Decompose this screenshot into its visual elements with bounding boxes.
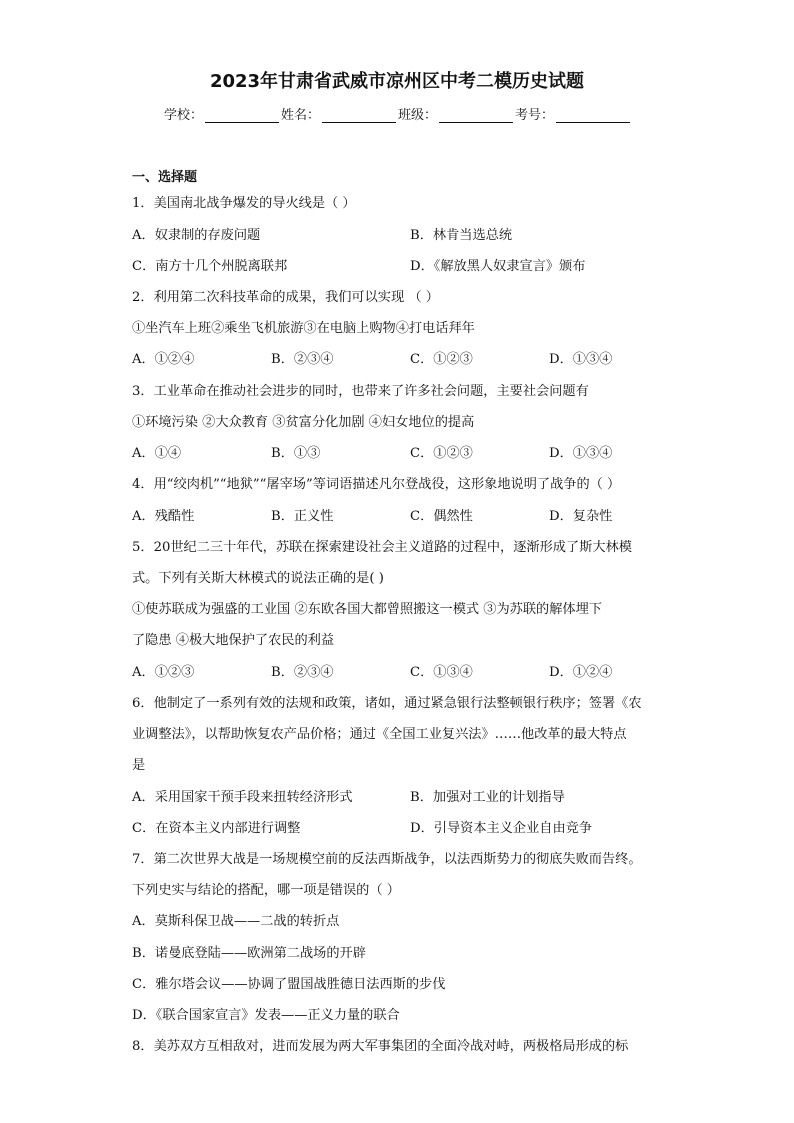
option-c: C．雅尔塔会议——协调了盟国战胜德日法西斯的步伐 [132,977,446,992]
question-stem: 1．美国南北战争爆发的导火线是（ ） [132,196,356,211]
question-stem: 2．利用第二次科技革命的成果，我们可以实现 （ ） [132,290,439,305]
option-a: A．奴隶制的存废问题 [132,228,261,243]
school-blank [205,108,279,123]
question-stem: 了隐患 ④极大地保护了农民的利益 [132,633,335,648]
option-b: B．②③④ [271,352,334,367]
option-a: A．采用国家干预手段来扭转经济形式 [132,790,353,805]
question-stem: ①坐汽车上班②乘坐飞机旅游③在电脑上购物④打电话拜年 [132,321,475,336]
class-label: 班级： [398,108,438,123]
option-d: D．引导资本主义企业自由竞争 [410,821,593,836]
name-label: 姓名： [280,108,320,123]
exam-no-field [515,104,630,123]
option-a: A．莫斯科保卫战——二战的转折点 [132,914,340,929]
option-c: C．①②③ [410,352,473,367]
question-stem: 下列史实与结论的搭配，哪一项是错误的（ ） [132,883,400,898]
option-c: C．在资本主义内部进行调整 [132,821,301,836]
page-title: 2023年甘肃省武威市凉州区中考二模历史试题 [209,71,585,92]
question-stem: ①环境污染 ②大众教育 ③贫富分化加剧 ④妇女地位的提高 [132,415,475,430]
student-info-row [0,104,794,123]
exam-no-label: 考号： [515,108,555,123]
option-d: D．复杂性 [549,509,613,524]
question-stem: 7．第二次世界大战是一场规模空前的反法西斯战争，以法西斯势力的彻底失败而告终。 [132,852,642,867]
option-b: B．②③④ [271,665,334,680]
name-field [281,104,396,123]
section-title: 一、选择题 [132,170,198,185]
question-stem: 业调整法》，以帮助恢复农产品价格；通过《全国工业复兴法》……他改革的最大特点 [132,727,627,742]
option-d: D．①②④ [549,665,613,680]
option-a: A．残酷性 [132,509,195,524]
option-a: A．①②③ [132,665,195,680]
option-c: C．①③④ [410,665,473,680]
option-d: D．《联合国家宣言》发表——正义力量的联合 [132,1008,400,1023]
option-b: B．诺曼底登陆——欧洲第二战场的开辟 [132,946,366,961]
option-d: D．《解放黑人奴隶宣言》颁布 [410,259,586,274]
option-d: D．①③④ [549,352,613,367]
option-a: A．①④ [132,446,182,461]
class-blank [439,108,513,123]
question-stem: 是 [132,758,146,773]
option-b: B．林肯当选总统 [410,228,513,243]
class-field [398,104,513,123]
school-label: 学校： [163,108,203,123]
question-stem: 4．用“绞肉机”“地狱”“屠宰场”等词语描述凡尔登战役，这形象地说明了战争的（ ） [132,477,621,492]
exam-no-blank [556,108,630,123]
question-stem: 式。下列有关斯大林模式的说法正确的是( ) [132,571,384,586]
question-stem: 5．20世纪二三十年代，苏联在探索建设社会主义道路的过程中，逐渐形成了斯大林模 [132,540,632,555]
option-a: A．①②④ [132,352,195,367]
option-b: B．①③ [271,446,321,461]
school-field [164,104,279,123]
question-stem: 6．他制定了一系列有效的法规和政策，诸如，通过紧急银行法整顿银行秩序；签署《农 [132,696,642,711]
option-b: B．正义性 [271,509,334,524]
question-stem: 8．美苏双方互相敌对，进而发展为两大军事集团的全面冷战对峙，两极格局形成的标 [132,1039,629,1054]
question-stem: 3．工业革命在推动社会进步的同时，也带来了许多社会问题，主要社会问题有 [132,384,589,399]
name-blank [322,108,396,123]
option-d: D．①③④ [549,446,613,461]
question-stem: ①使苏联成为强盛的工业国 ②东欧各国大都曾照搬这一模式 ③为苏联的解体埋下 [132,602,602,617]
option-c: C．①②③ [410,446,473,461]
option-c: C．偶然性 [410,509,473,524]
option-b: B．加强对工业的计划指导 [410,790,565,805]
option-c: C．南方十几个州脱离联邦 [132,259,288,274]
